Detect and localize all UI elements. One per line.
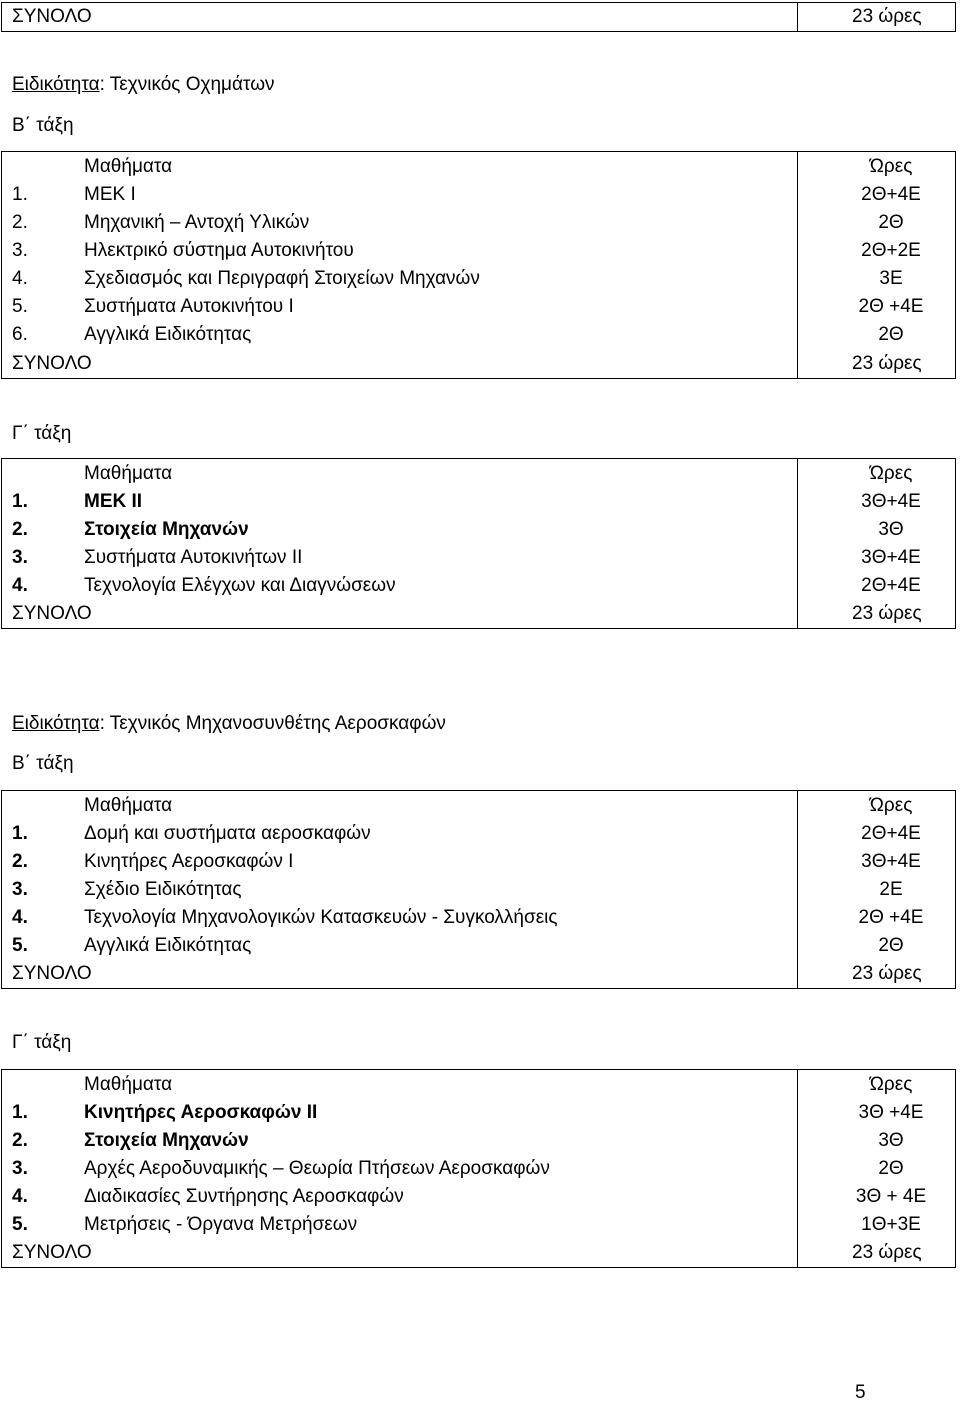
table-row: [12, 932, 952, 960]
row-number: 3.: [12, 879, 28, 900]
row-number: 4.: [12, 268, 28, 289]
course-name: Δομή και συστήματα αεροσκαφών: [84, 823, 371, 844]
total-label: ΣΥΝΟΛΟ: [12, 1242, 92, 1263]
course-name: Μετρήσεις - Όργανα Μετρήσεων: [84, 1214, 358, 1235]
table-row: [12, 544, 952, 572]
table-row: [12, 848, 952, 876]
class-heading: Γ΄ τάξη: [12, 423, 72, 444]
specialty-name: : Τεχνικός Μηχανοσυνθέτης Αεροσκαφών: [99, 713, 446, 734]
course-hours: 2Θ+4Ε: [861, 184, 921, 205]
course-hours: 2Ε: [879, 879, 903, 900]
row-number: 5.: [12, 296, 28, 317]
course-hours: 2Θ: [878, 324, 904, 345]
course-name: Κινητήρες Αεροσκαφών Ι: [84, 851, 294, 872]
row-number: 1.: [12, 1102, 28, 1123]
course-hours: 2Θ +4Ε: [858, 907, 924, 928]
header-hours: Ώρες: [869, 156, 913, 177]
class-heading: Γ΄ τάξη: [12, 1032, 72, 1053]
course-name: Διαδικασίες Συντήρησης Αεροσκαφών: [84, 1186, 404, 1207]
course-name: Συστήματα Αυτοκινήτων ΙΙ: [84, 547, 303, 568]
row-number: 2.: [12, 212, 28, 233]
course-hours: 3Ε: [879, 268, 903, 289]
table-row: [12, 293, 952, 321]
course-hours: 3Θ: [878, 519, 904, 540]
header-hours: Ώρες: [869, 463, 913, 484]
table-row: [12, 181, 952, 209]
course-name: Αγγλικά Ειδικότητας: [84, 935, 252, 956]
course-hours: 2Θ+4Ε: [861, 823, 921, 844]
class-heading: Β΄ τάξη: [12, 753, 74, 774]
total-label: ΣΥΝΟΛΟ: [12, 6, 92, 27]
page-number: 5: [855, 1382, 866, 1403]
table-row: [12, 488, 952, 516]
header-courses: Μαθήματα: [84, 463, 173, 484]
course-name: Μηχανική – Αντοχή Υλικών: [84, 212, 310, 233]
course-name: Αγγλικά Ειδικότητας: [84, 324, 252, 345]
table-header: [12, 460, 952, 488]
course-name: Σχεδιασμός και Περιγραφή Στοιχείων Μηχανών: [84, 268, 480, 289]
top-total-row: [12, 2, 952, 32]
course-name: Στοιχεία Μηχανών: [84, 1130, 249, 1151]
table-row: [12, 1155, 952, 1183]
row-number: 2.: [12, 1130, 28, 1151]
table-row: [12, 209, 952, 237]
row-number: 2.: [12, 851, 28, 872]
course-hours: 1Θ+3Ε: [861, 1214, 921, 1235]
row-number: 4.: [12, 1186, 28, 1207]
course-name: ΜΕΚ Ι: [84, 184, 136, 205]
table-row: [12, 904, 952, 932]
course-hours: 3Θ +4Ε: [858, 1102, 924, 1123]
course-hours: 2Θ+2Ε: [861, 240, 921, 261]
table-row: [12, 265, 952, 293]
specialty-heading: [12, 71, 275, 99]
course-hours: 2Θ: [878, 212, 904, 233]
course-hours: 3Θ+4Ε: [861, 491, 921, 512]
header-hours: Ώρες: [869, 1074, 913, 1095]
class-heading: Β΄ τάξη: [12, 115, 74, 136]
row-number: 1.: [12, 184, 28, 205]
course-hours: 3Θ + 4Ε: [855, 1186, 927, 1207]
specialty-name: : Τεχνικός Οχημάτων: [99, 74, 275, 95]
row-number: 6.: [12, 324, 28, 345]
table-row: [12, 1127, 952, 1155]
table-row: [12, 237, 952, 265]
total-row: [12, 599, 952, 629]
course-name: Τεχνολογία Μηχανολογικών Κατασκευών - Συγκολλήσεις: [84, 907, 558, 928]
total-value: 23 ώρες: [852, 963, 922, 984]
course-hours: 2Θ+4Ε: [861, 575, 921, 596]
course-hours: 2Θ +4Ε: [858, 296, 924, 317]
table-row: [12, 321, 952, 349]
specialty-prefix: Ειδικότητα: [12, 74, 100, 95]
course-hours: 3Θ: [878, 1130, 904, 1151]
course-name: Συστήματα Αυτοκινήτου Ι: [84, 296, 294, 317]
table-row: [12, 1099, 952, 1127]
course-name: ΜΕΚ ΙΙ: [84, 491, 143, 512]
table-row: [12, 1183, 952, 1211]
course-name: Κινητήρες Αεροσκαφών ΙΙ: [84, 1102, 318, 1123]
row-number: 1.: [12, 823, 28, 844]
total-value: 23 ώρες: [852, 1242, 922, 1263]
course-name: Σχέδιο Ειδικότητας: [84, 879, 242, 900]
specialty-prefix: Ειδικότητα: [12, 713, 100, 734]
table-header: [12, 792, 952, 820]
specialty-heading: [12, 710, 446, 738]
row-number: 2.: [12, 519, 28, 540]
table-header: [12, 1071, 952, 1099]
row-number: 3.: [12, 240, 28, 261]
table-row: [12, 876, 952, 904]
row-number: 5.: [12, 935, 28, 956]
total-label: ΣΥΝΟΛΟ: [12, 353, 92, 374]
total-label: ΣΥΝΟΛΟ: [12, 963, 92, 984]
total-value: 23 ώρες: [852, 6, 922, 27]
table-row: [12, 516, 952, 544]
row-number: 1.: [12, 491, 28, 512]
table-header: [12, 153, 952, 181]
course-name: Ηλεκτρικό σύστημα Αυτοκινήτου: [84, 240, 354, 261]
course-hours: 2Θ: [878, 935, 904, 956]
total-value: 23 ώρες: [852, 353, 922, 374]
row-number: 4.: [12, 575, 28, 596]
header-hours: Ώρες: [869, 795, 913, 816]
course-hours: 3Θ+4Ε: [861, 851, 921, 872]
total-value: 23 ώρες: [852, 603, 922, 624]
total-row: [12, 1238, 952, 1268]
row-number: 3.: [12, 1158, 28, 1179]
course-hours: 3Θ+4Ε: [861, 547, 921, 568]
total-row: [12, 959, 952, 989]
total-row: [12, 349, 952, 379]
row-number: 3.: [12, 547, 28, 568]
course-name: Στοιχεία Μηχανών: [84, 519, 249, 540]
total-label: ΣΥΝΟΛΟ: [12, 603, 92, 624]
row-number: 5.: [12, 1214, 28, 1235]
header-courses: Μαθήματα: [84, 795, 173, 816]
course-name: Τεχνολογία Ελέγχων και Διαγνώσεων: [84, 575, 396, 596]
table-row: [12, 1211, 952, 1239]
table-row: [12, 572, 952, 600]
row-number: 4.: [12, 907, 28, 928]
header-courses: Μαθήματα: [84, 156, 173, 177]
course-hours: 2Θ: [878, 1158, 904, 1179]
course-name: Αρχές Αεροδυναμικής – Θεωρία Πτήσεων Αεροσκαφών: [84, 1158, 550, 1179]
header-courses: Μαθήματα: [84, 1074, 173, 1095]
table-row: [12, 820, 952, 848]
